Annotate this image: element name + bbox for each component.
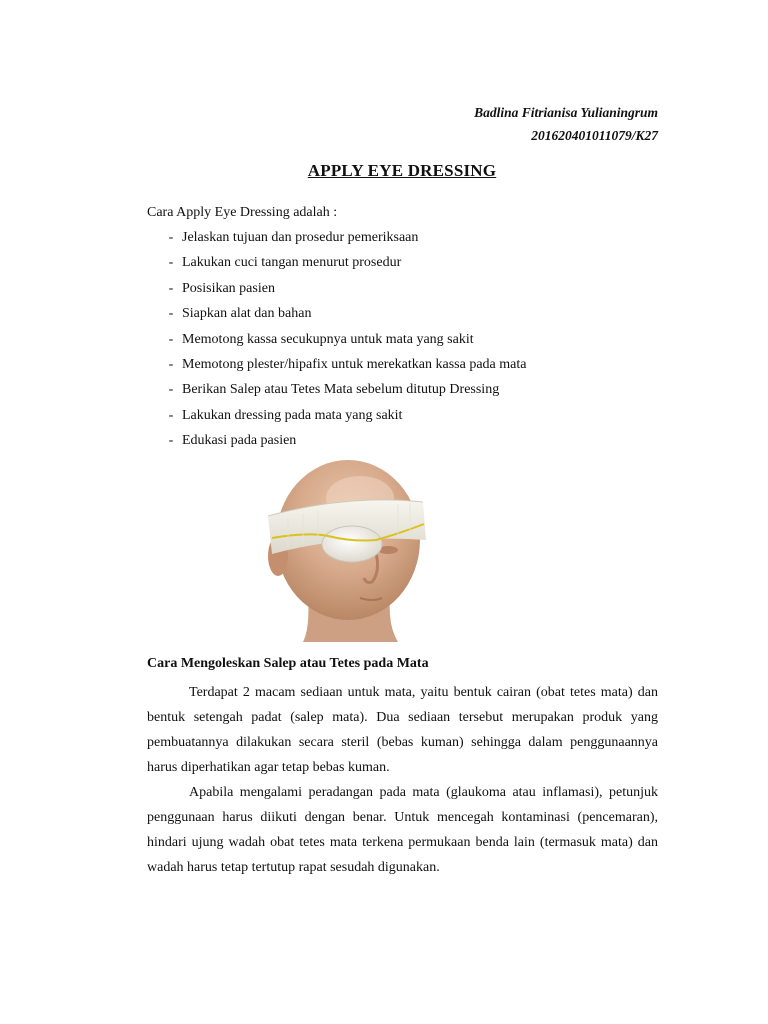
list-marker: - (168, 356, 174, 372)
step-text: Siapkan alat dan bahan (182, 306, 312, 322)
instructions-section (147, 654, 658, 880)
step-text: Posisikan pasien (182, 280, 275, 296)
student-id: 201620401011079/K27 (531, 128, 658, 143)
step-text: Edukasi pada pasien (182, 433, 297, 449)
section-paragraph: Terdapat 2 macam sediaan untuk mata, yaitu bentuk cairan (obat tetes mata) dan bentuk setengah padat (salep mata). Dua sediaan tersebut merupakan produk yang pembuatannya dilakukan secara steril (bebas kuman) sehingga dalam penggunaannya harus diperhatikan agar tetap bebas kuman. (147, 685, 658, 775)
step-text: Lakukan cuci tangan menurut prosedur (182, 255, 402, 271)
list-item (160, 279, 526, 304)
list-item (160, 330, 526, 355)
step-text: Berikan Salep atau Tetes Mata sebelum ditutup Dressing (182, 382, 500, 398)
list-item (160, 304, 526, 329)
list-marker: - (168, 433, 174, 449)
list-marker: - (168, 280, 174, 296)
list-marker: - (168, 382, 174, 398)
list-marker: - (168, 255, 174, 271)
eye-dressing-photo (248, 458, 448, 642)
list-item (160, 253, 526, 278)
step-text: Memotong plester/hipafix untuk merekatkan kassa pada mata (182, 356, 527, 372)
section-heading: Cara Mengoleskan Salep atau Tetes pada Mata (147, 656, 429, 671)
list-item (160, 355, 526, 380)
step-text: Jelaskan tujuan dan prosedur pemeriksaan (182, 230, 419, 245)
steps-list (160, 228, 526, 457)
list-marker: - (168, 306, 174, 322)
author-name: Badlina Fitrianisa Yulianingrum (474, 105, 658, 120)
list-marker: - (168, 331, 174, 347)
author-block (474, 101, 658, 147)
step-text: Memotong kassa secukupnya untuk mata yang sakit (182, 331, 474, 347)
list-marker: - (168, 407, 174, 423)
list-item (160, 406, 526, 431)
list-marker: - (168, 230, 174, 245)
section-paragraph: Apabila mengalami peradangan pada mata (glaukoma atau inflamasi), petunjuk penggunaan harus diikuti dengan benar. Untuk mencegah kontaminasi (pencemaran), hindari ujung wadah obat tetes mata terkena permukaan benda lain (termasuk mata) dan wadah harus tetap tertutup rapat sesudah digunakan. (147, 785, 658, 875)
step-text: Lakukan dressing pada mata yang sakit (182, 407, 403, 423)
list-item (160, 228, 526, 253)
intro-text: Cara Apply Eye Dressing adalah : (147, 205, 338, 220)
list-item (160, 431, 526, 456)
list-item (160, 380, 526, 405)
page-title: APPLY EYE DRESSING (307, 161, 497, 180)
